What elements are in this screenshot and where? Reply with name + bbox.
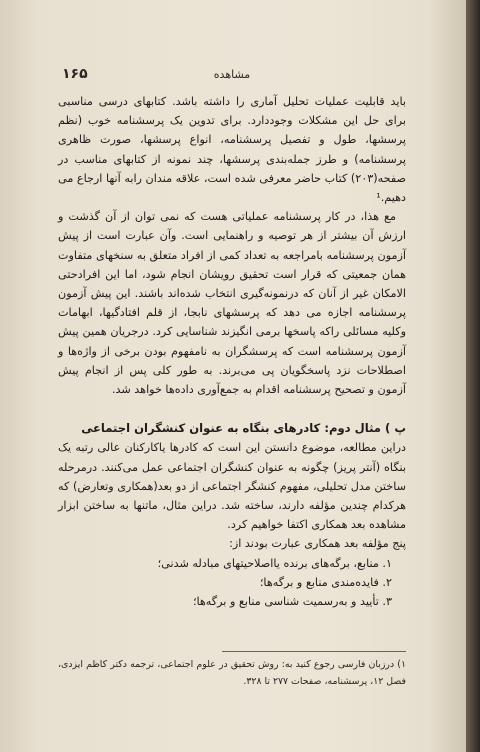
book-spine [466, 0, 480, 752]
list-item: ۱. منابع، برگه‌های برنده یااصلاحیتهای مبادله شدنی؛ [157, 556, 392, 570]
page-header [62, 66, 402, 86]
footnote: ۱) درزبان فارسی رجوع کنید به: روش تحقیق در علوم اجتماعی، ترجمه دکتر کاظم ایزدی، فصل ۱۲، پرسشنامه، صفحات ۲۷۷ تا ۳۲۸. [58, 659, 406, 687]
body-text [58, 92, 406, 611]
running-title: مشاهده [213, 68, 251, 81]
page-number: ۱۶۵ [62, 66, 88, 82]
list-intro: پنج مؤلفه بعد همکاری عبارت بودند از: [229, 537, 406, 551]
paragraph: دراین مطالعه، موضوع دانستن این است که کادرها یاکارکنان عالی رتبه یک بنگاه (آنتر پریز) چگونه به عنوان کنشگران اجتماعی عمل می‌کنند. درمرحله ساختن مدل تحلیلی، مفهوم کنشگر اجتماعی از دو بعد(همکاری وتعارض) که هرکدام چندین مؤلفه دارند، ساخته شد. دراین مثال، ماتنها به ساختن ابزار مشاهده بعد همکاری اکتفا خواهیم کرد. [58, 441, 406, 532]
paragraph: مع هذا، در کار پرسشنامه عملیاتی هست که نمی توان از آن گذشت و ارزش آن بیشتر از هر توصیه و راهنمایی است. وآن عبارت است از پیش آزمون پرسشنامه بامراجعه به تعداد کمی از افراد متعلق به سنخهای متفاوت همان جمعیتی که قرار است تحقیق رویشان انجام شود، اما این افرادحتی الامکان غیر از آنان که درنمونه‌گیری انتخاب شده‌اند باشند. این پیش آزمون پرسشنامه اجازه می دهد که پرسشهای نابجا، از قلم افتادگیها، ابهامات وکلیه مسائلی راکه پاسخها برمی انگیزند شناسایی کرد. درجریان همین پیش آزمون پرسشنامه است که پرسشگران به نامفهوم بودن برخی از واژه‌ها و اصطلاحات نزد پاسخگویان پی می‌برند. به طور کلی پس از انجام پیش آزمون و تصحیح پرسشنامه اقدام به جمع‌آوری داده‌ها خواهد شد. [58, 210, 406, 397]
section-heading: پ ) مثال دوم: کادرهای بنگاه به عنوان کنشگران اجتماعی [81, 421, 406, 436]
footnote-rule [222, 651, 406, 652]
list-item: ۲. فایده‌مندی منابع و برگه‌ها؛ [259, 575, 392, 589]
paragraph: باید قابلیت عملیات تحلیل آماری را داشته باشد. کتابهای درسی مناسبی برای حل این مشکلات وجوددارد. برای تدوین یک پرسشنامه خوب (نظم پرسشها، طول و تفصیل پرسشنامه، انواع پرسشها، صورت ظاهری پرسشنامه) و طرز جمله‌بندی پرسشها، چند نمونه از کتابهای مناسب در صفحه(۲۰۳) کتاب حاضر معرفی شده است، علاقه مندان رابه آنها ارجاع می دهیم.¹ [58, 95, 406, 205]
component-list [58, 554, 406, 612]
list-item: ۳. تأیید و به‌رسمیت شناسی منابع و برگه‌ها؛ [192, 595, 392, 609]
